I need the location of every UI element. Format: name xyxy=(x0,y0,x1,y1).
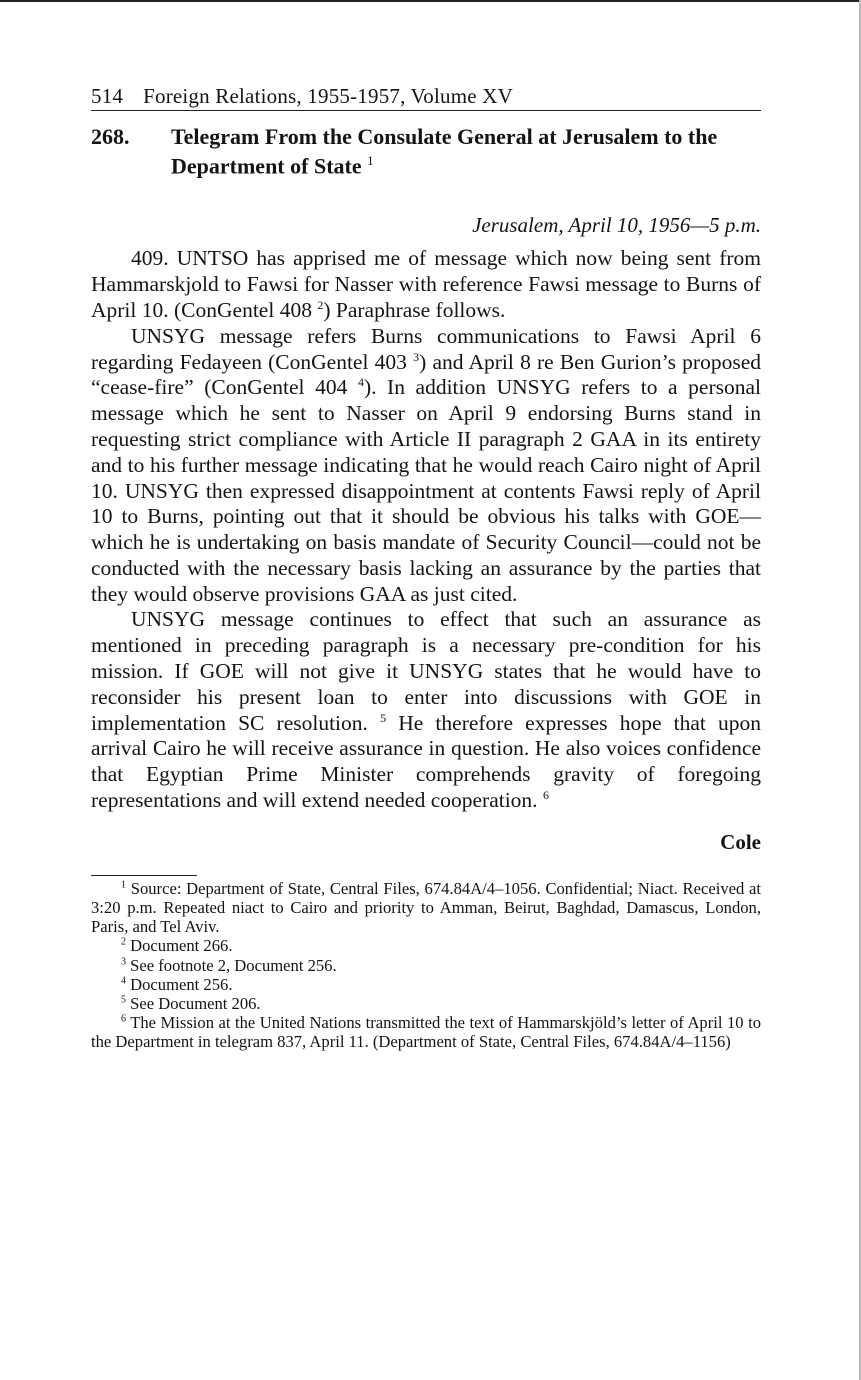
footnote-ref[interactable]: 1 xyxy=(367,153,374,168)
book-page xyxy=(91,84,761,1052)
telegram-body xyxy=(91,246,761,814)
footnote: $^1$ Source: Department of State, Central Files, 674.84A/4–1056. Confidential; Niact. Received at 3:20 p.m. Repeated niact to Cairo and priority to Amman, Beirut, Baghdad, Damascus, London, Paris, and Tel Aviv. xyxy=(91,878,761,937)
footnote-ref[interactable]: 2 xyxy=(317,297,324,312)
running-header xyxy=(91,84,761,111)
footnote-divider xyxy=(91,875,197,876)
footnote: $^3$ See footnote 2, Document 256. xyxy=(121,955,337,975)
footnote-ref[interactable]: 6 xyxy=(542,787,549,802)
footnote: $^2$ Document 266. xyxy=(121,936,233,956)
document-heading xyxy=(91,125,761,178)
footnote-ref[interactable]: 3 xyxy=(413,349,420,364)
signature: Cole xyxy=(720,829,761,854)
dateline: Jerusalem, April 10, 1956—5 p.m. xyxy=(472,213,761,238)
footnote: $^5$ See Document 206. xyxy=(121,994,261,1014)
footnote-ref[interactable]: 5 xyxy=(380,710,387,725)
footnote: $^4$ Document 256. xyxy=(121,974,233,994)
footnote: $^6$ The Mission at the United Nations transmitted the text of Hammarskjöld’s letter of April 10 to the Department in telegram 837, April 11. (Department of State, Central Files, 674.84A/4–1156) xyxy=(91,1013,761,1052)
page-number: 514 xyxy=(91,84,124,108)
footnote-ref[interactable]: 4 xyxy=(357,375,364,390)
paragraph: 409. UNTSO has apprised me of message which now being sent from Hammarskjold to Fawsi for Nasser with reference Fawsi message to Burns of April 10. (ConGentel 408 $^2$) Paraphrase follows. xyxy=(91,246,761,322)
paragraph: UNSYG message continues to effect that such an assurance as mentioned in preceding paragraph is a necessary pre-condition for his mission. If GOE will not give it UNSYG states that he would have to reconsider his present loan to enter into discussions with GOE in implementation SC resolution. $^5$ He therefore expresses hope that upon arrival Cairo he will receive assurance in question. He also voices confidence that Egyptian Prime Minister comprehends gravity of foregoing representations and will extend needed cooperation. $^6$ xyxy=(91,607,762,813)
paragraph: UNSYG message refers Burns communications to Fawsi April 6 regarding Fedayeen (ConGentel 403 $^3$) and April 8 re Ben Gurion’s proposed “cease-fire” (ConGentel 404 $^4$). In addition UNSYG refers to a personal message which he sent to Nasser on April 9 endorsing Burns stand in requesting strict compliance with Article II paragraph 2 GAA in its entirety and to his further message indicating that he would reach Cairo night of April 10. UNSYG then expressed disappointment at contents Fawsi reply of April 10 to Burns, pointing out that it should be obvious his talks with GOE—which he is undertaking on basis mandate of Security Council—could not be conducted with the necessary basis lacking an assurance by the parties that they would observe provisions GAA as just cited. xyxy=(91,323,761,606)
footnotes xyxy=(91,879,761,1052)
document-number: 268. xyxy=(91,124,130,149)
document-title: Telegram From the Consulate General at Jerusalem to the Department of State $^1$ xyxy=(171,124,718,179)
running-title: Foreign Relations, 1955-1957, Volume XV xyxy=(143,84,513,108)
top-border xyxy=(0,0,861,2)
